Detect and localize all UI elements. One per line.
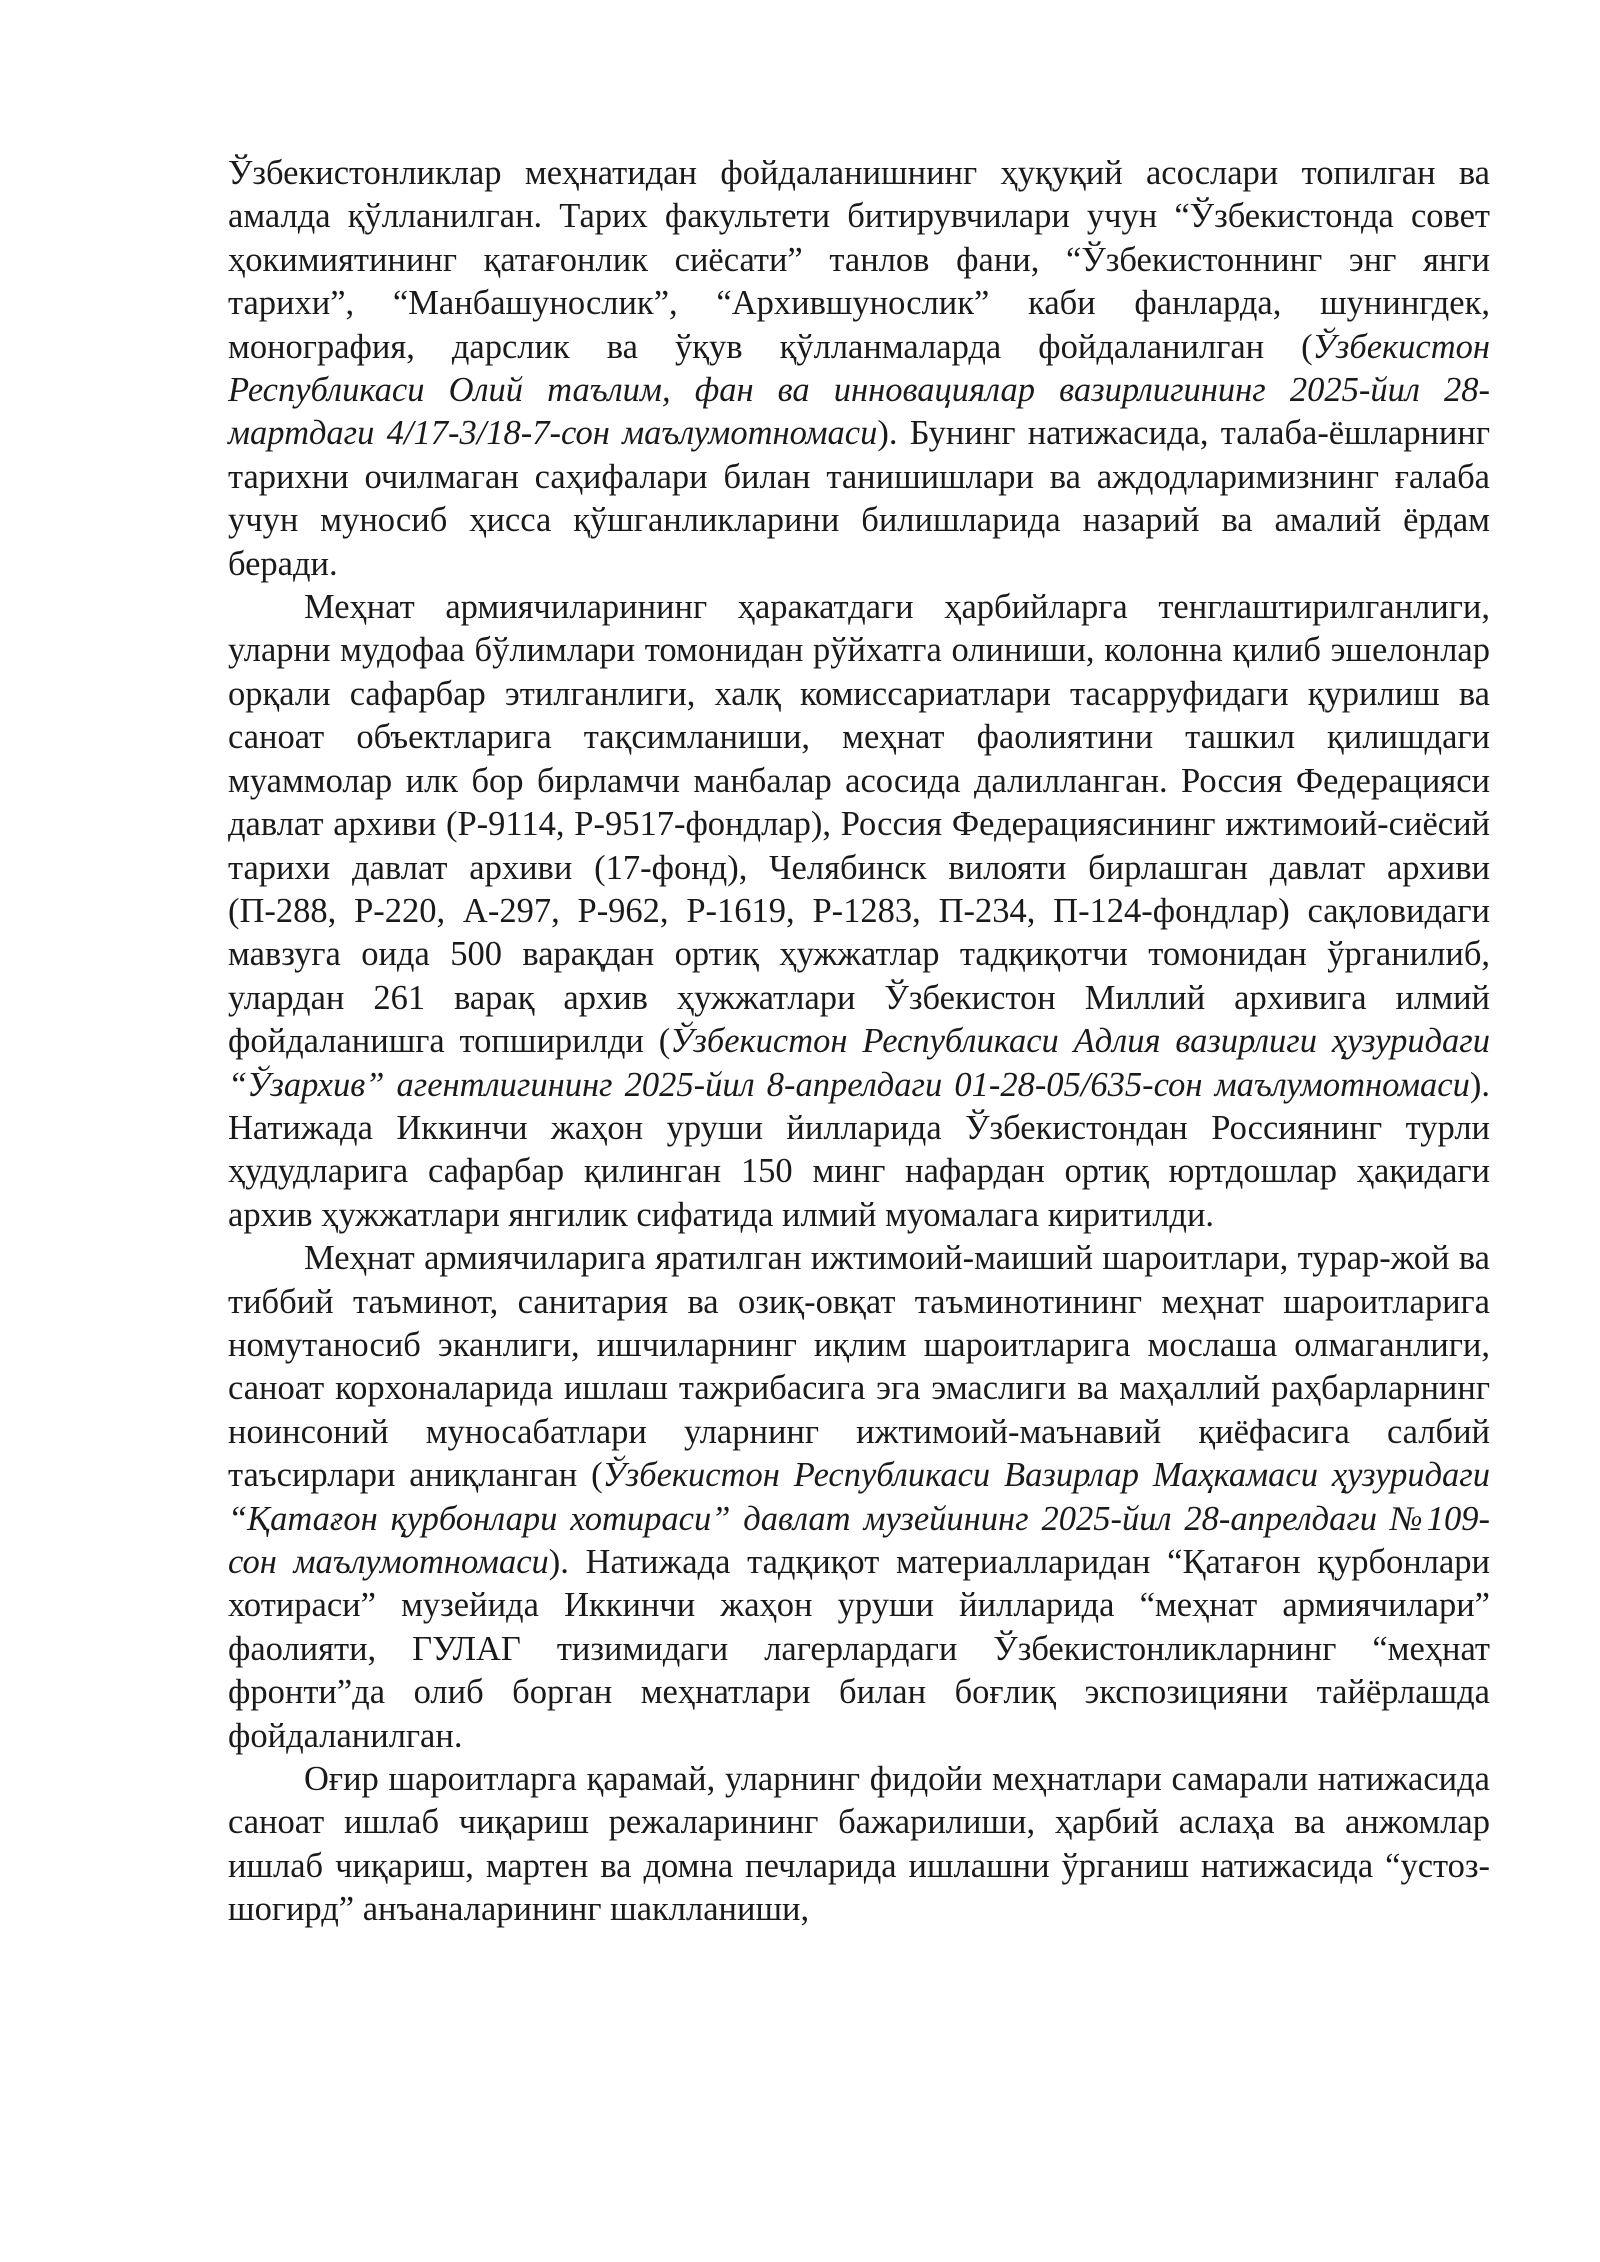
paragraph-1 — [228, 152, 1490, 586]
paragraph-2-text-b: ). Натижада Иккинчи жаҳон уруши йилларида Ўзбекистондан Россиянинг турли ҳудудларига сафарбар қилинган 150 минг нафардан ортиқ юртдошлар ҳақидаги архив ҳужжатлари янгилик сифатида илмий муомалага киритилди. — [228, 1065, 1490, 1234]
paragraph-2 — [228, 586, 1490, 1237]
paragraph-1-citation: Ўзбекистон Республикаси Олий таълим, фан ва инновациялар вазирлигининг 2025-йил 28-мартдаги 4/17-3/18-7-сон маълумотномаси — [228, 327, 1490, 453]
paragraph-3-text-b: ). Натижада тадқиқот материалларидан “Қатағон қурбонлари хотираси” музейида Иккинчи жаҳон уруши йилларида “меҳнат армиячилари” фаолияти, ГУЛАГ тизимидаги лагерлардаги Ўзбекистонликларнинг “меҳнат фронти”да олиб борган меҳнатлари билан боғлиқ экспозицияни тайёрлашда фойдаланилган. — [228, 1543, 1490, 1755]
paragraph-4 — [228, 1758, 1490, 1932]
paragraph-3 — [228, 1237, 1490, 1758]
paragraph-1-text-b: ). Бунинг натижасида, талаба-ёшларнинг тарихни очилмаган саҳифалари билан танишишлари ва аждодларимизнинг ғалаба учун муносиб ҳисса қўшганликларини билишларида назарий ва амалий ёрдам беради. — [228, 414, 1491, 583]
paragraph-2-citation: Ўзбекистон Республикаси Адлия вазирлиги ҳузуридаги “Ўзархив” агентлигининг 2025-йил 8-апрелдаги 01-28-05/635-сон маълумотномаси — [228, 1022, 1490, 1104]
paragraph-3-text-a: Меҳнат армиячиларига яратилган ижтимоий-маиший шароитлари, турар-жой ва тиббий таъминот, санитария ва озиқ-овқат таъминотининг меҳнат шароитларига номутаносиб эканлиги, ишчиларнинг иқлим шароитларига мослаша олмаганлиги, саноат корхоналарида ишлаш тажрибасига эга эмаслиги ва маҳаллий раҳбарларнинг ноинсоний муносабатлари уларнинг ижтимоий-маънавий қиёфасига салбий таъсирлари аниқланган ( — [228, 1239, 1490, 1495]
paragraph-2-text-a: Меҳнат армиячиларининг ҳаракатдаги ҳарбийларга тенглаштирилганлиги, уларни мудофаа бўлимлари томонидан рўйхатга олиниши, колонна қилиб эшелонлар орқали сафарбар этилганлиги, халқ комиссариатлари тасарруфидаги қурилиш ва саноат объектларига тақсимланиши, меҳнат фаолиятини ташкил қилишдаги муаммолар илк бор бирламчи манбалар асосида далилланган. Россия Федерацияси давлат архиви (Р-9114, Р-9517-фондлар), Россия Федерациясининг ижтимоий-сиёсий тарихи давлат архиви (17-фонд), Челябинск вилояти бирлашган давлат архиви (П-288, Р-220, А-297, Р-962, Р-1619, Р-1283, П-234, П-124-фондлар) сақловидаги мавзуга оида 500 варақдан ортиқ ҳужжатлар тадқиқотчи томонидан ўрганилиб, улардан 261 варақ архив ҳужжатлари Ўзбекистон Миллий архивига илмий фойдаланишга топширилди ( — [228, 588, 1490, 1061]
paragraph-1-text-a: Ўзбекистонликлар меҳнатидан фойдаланишнинг ҳуқуқий асослари топилган ва амалда қўлланилган. Тарих факультети битирувчилари учун “Ўзбекистонда совет ҳокимиятининг қатағонлик сиёсати” танлов фани, “Ўзбекистоннинг энг янги тарихи”, “Манбашунослик”, “Архившунослик” каби фанларда, шунингдек, монография, дарслик ва ўқув қўлланмаларда фойдаланилган ( — [228, 154, 1490, 366]
document-page — [228, 152, 1490, 1932]
paragraph-3-citation: Ўзбекистон Республикаси Вазирлар Маҳкамаси ҳузуридаги “Қатағон қурбонлари хотираси” давлат музейининг 2025-йил 28-апрелдаги №109-сон маълумотномаси — [228, 1456, 1491, 1581]
paragraph-4-text-a: Оғир шароитларга қарамай, уларнинг фидойи меҳнатлари самарали натижасида саноат ишлаб чиқариш режаларининг бажарилиши, ҳарбий аслаҳа ва анжомлар ишлаб чиқариш, мартен ва домна печларида ишлашни ўрганиш натижасида “устоз-шогирд” анъаналарининг шаклланиши, — [228, 1760, 1490, 1929]
